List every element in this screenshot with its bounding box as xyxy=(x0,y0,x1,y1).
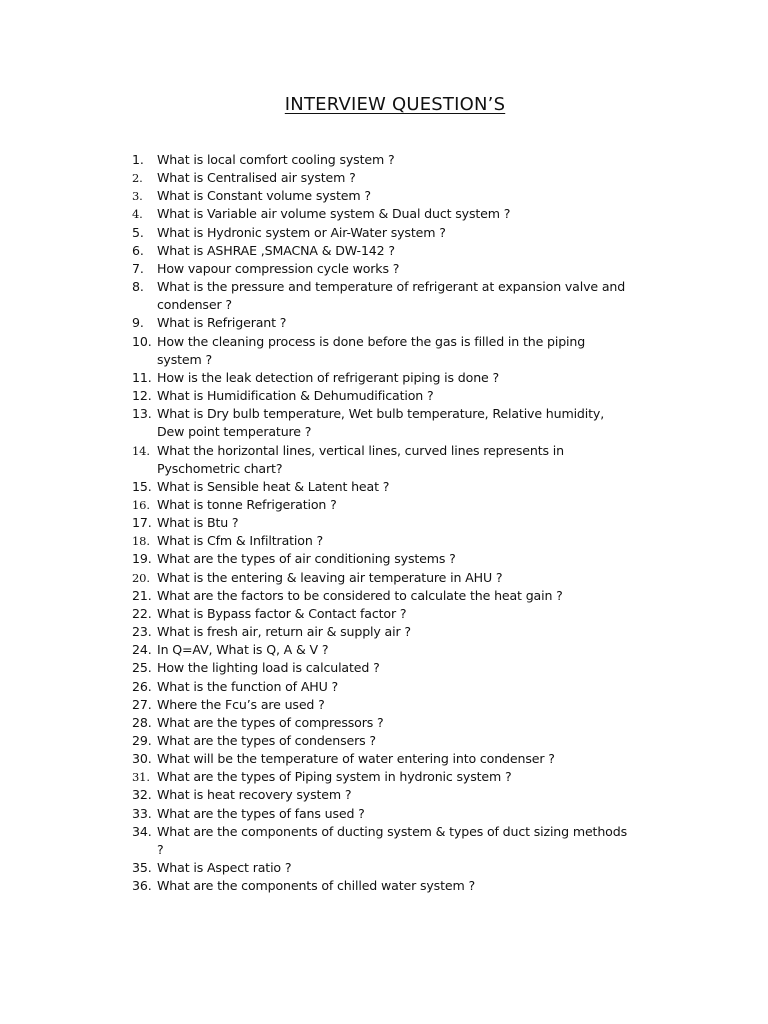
question-item xyxy=(132,405,672,441)
question-text: Where the Fcu’s are used ? xyxy=(157,696,325,712)
question-number: 35. xyxy=(132,860,152,876)
question-item xyxy=(132,768,672,786)
question-item xyxy=(132,714,672,732)
question-number: 23. xyxy=(132,624,152,640)
question-number: 10. xyxy=(132,333,152,349)
question-item xyxy=(132,877,672,895)
question-text: How the cleaning process is done before the gas is filled in the piping system ? xyxy=(157,333,586,367)
question-item xyxy=(132,805,672,823)
question-number: 28. xyxy=(132,714,152,730)
question-number: 26. xyxy=(132,678,152,694)
question-number: 7. xyxy=(132,260,144,276)
question-item xyxy=(132,641,672,659)
question-text: What the horizontal lines, vertical lines, curved lines represents in Pyschometric chart? xyxy=(157,442,564,476)
question-text: What is Bypass factor & Contact factor ? xyxy=(157,605,407,621)
question-list xyxy=(132,151,672,895)
question-text: What is Cfm & Infiltration ? xyxy=(157,533,324,549)
question-number: 22. xyxy=(132,605,152,621)
question-number: 2. xyxy=(132,171,143,186)
question-item xyxy=(132,859,672,877)
question-number: 20. xyxy=(132,570,150,585)
question-number: 3. xyxy=(132,189,143,204)
question-text: What are the components of ducting system & types of duct sizing methods ? xyxy=(157,823,627,857)
question-number: 24. xyxy=(132,642,152,658)
question-number: 15. xyxy=(132,478,152,494)
question-number: 19. xyxy=(132,551,152,567)
question-text: What are the types of air conditioning systems ? xyxy=(157,551,456,567)
question-number: 8. xyxy=(132,279,144,295)
question-item xyxy=(132,587,672,605)
question-number: 34. xyxy=(132,823,152,839)
question-text: What is ASHRAE ,SMACNA & DW-142 ? xyxy=(157,242,395,258)
question-item xyxy=(132,278,672,314)
question-number: 18. xyxy=(132,534,150,549)
question-number: 29. xyxy=(132,733,152,748)
question-number: 32. xyxy=(132,787,152,803)
question-text: What is Variable air volume system & Dual duct system ? xyxy=(157,206,511,222)
question-item xyxy=(132,442,672,478)
question-number: 21. xyxy=(132,587,152,603)
question-text: What is heat recovery system ? xyxy=(157,787,352,803)
question-number: 14. xyxy=(132,443,150,458)
question-number: 12. xyxy=(132,388,152,404)
question-item xyxy=(132,242,672,260)
question-number: 13. xyxy=(132,406,152,422)
question-text: What is Hydronic system or Air-Water system ? xyxy=(157,224,446,240)
page-title: INTERVIEW QUESTION’S xyxy=(284,94,506,115)
question-text: What are the types of fans used ? xyxy=(157,805,365,821)
question-item xyxy=(132,496,672,514)
question-text: What is Constant volume system ? xyxy=(157,188,371,204)
question-item xyxy=(132,569,672,587)
question-item xyxy=(132,333,672,369)
question-text: How vapour compression cycle works ? xyxy=(157,260,400,276)
question-number: 17. xyxy=(132,515,152,531)
question-item xyxy=(132,659,672,677)
question-number: 1. xyxy=(132,152,144,167)
question-text: What are the types of compressors ? xyxy=(157,714,384,730)
question-text: What is Humidification & Dehumudification ? xyxy=(157,388,434,404)
question-item xyxy=(132,205,672,223)
question-text: What is the entering & leaving air temperature in AHU ? xyxy=(157,569,503,585)
question-item xyxy=(132,224,672,242)
question-item xyxy=(132,732,672,750)
question-number: 33. xyxy=(132,805,152,821)
question-number: 25. xyxy=(132,660,152,676)
question-item xyxy=(132,478,672,496)
question-text: What is Refrigerant ? xyxy=(157,315,287,331)
question-text: What will be the temperature of water entering into condenser ? xyxy=(157,751,555,767)
question-item xyxy=(132,678,672,696)
question-item xyxy=(132,387,672,405)
question-text: What is Btu ? xyxy=(157,515,239,531)
question-text: What is Centralised air system ? xyxy=(157,170,356,186)
question-item xyxy=(132,696,672,714)
question-number: 5. xyxy=(132,224,144,240)
question-text: What is the function of AHU ? xyxy=(157,678,339,694)
question-item xyxy=(132,169,672,187)
question-item xyxy=(132,187,672,205)
question-number: 16. xyxy=(132,497,150,512)
question-number: 6. xyxy=(132,242,144,258)
question-text: What is fresh air, return air & supply air ? xyxy=(157,624,411,640)
question-text: What are the factors to be considered to calculate the heat gain ? xyxy=(157,587,563,603)
question-number: 36. xyxy=(132,878,152,894)
question-item xyxy=(132,623,672,641)
question-text: What are the types of condensers ? xyxy=(157,733,376,748)
question-item xyxy=(132,750,672,768)
question-item xyxy=(132,823,672,859)
question-number: 9. xyxy=(132,315,144,331)
question-item xyxy=(132,260,672,278)
question-item xyxy=(132,786,672,804)
question-text: What are the types of Piping system in hydronic system ? xyxy=(157,769,512,785)
question-text: How the lighting load is calculated ? xyxy=(157,660,380,676)
question-item xyxy=(132,514,672,532)
question-text: How is the leak detection of refrigerant piping is done ? xyxy=(157,369,500,385)
question-text: What is Sensible heat & Latent heat ? xyxy=(157,478,390,494)
question-item xyxy=(132,369,672,387)
question-item xyxy=(132,314,672,332)
question-text: What is tonne Refrigeration ? xyxy=(157,496,337,512)
question-text: What is Dry bulb temperature, Wet bulb temperature, Relative humidity, Dew point temperature ? xyxy=(157,406,605,440)
question-number: 11. xyxy=(132,369,152,385)
question-item xyxy=(132,605,672,623)
question-number: 4. xyxy=(132,207,143,222)
question-number: 30. xyxy=(132,751,152,767)
question-item xyxy=(132,151,672,169)
question-item xyxy=(132,550,672,568)
question-text: What are the components of chilled water system ? xyxy=(157,878,475,894)
question-text: What is local comfort cooling system ? xyxy=(157,152,395,167)
question-text: What is Aspect ratio ? xyxy=(157,860,292,876)
question-item xyxy=(132,532,672,550)
question-number: 27. xyxy=(132,696,152,712)
question-number: 31. xyxy=(132,770,150,785)
question-text: What is the pressure and temperature of refrigerant at expansion valve and condenser ? xyxy=(157,279,626,313)
question-text: In Q=AV, What is Q, A & V ? xyxy=(157,642,329,658)
